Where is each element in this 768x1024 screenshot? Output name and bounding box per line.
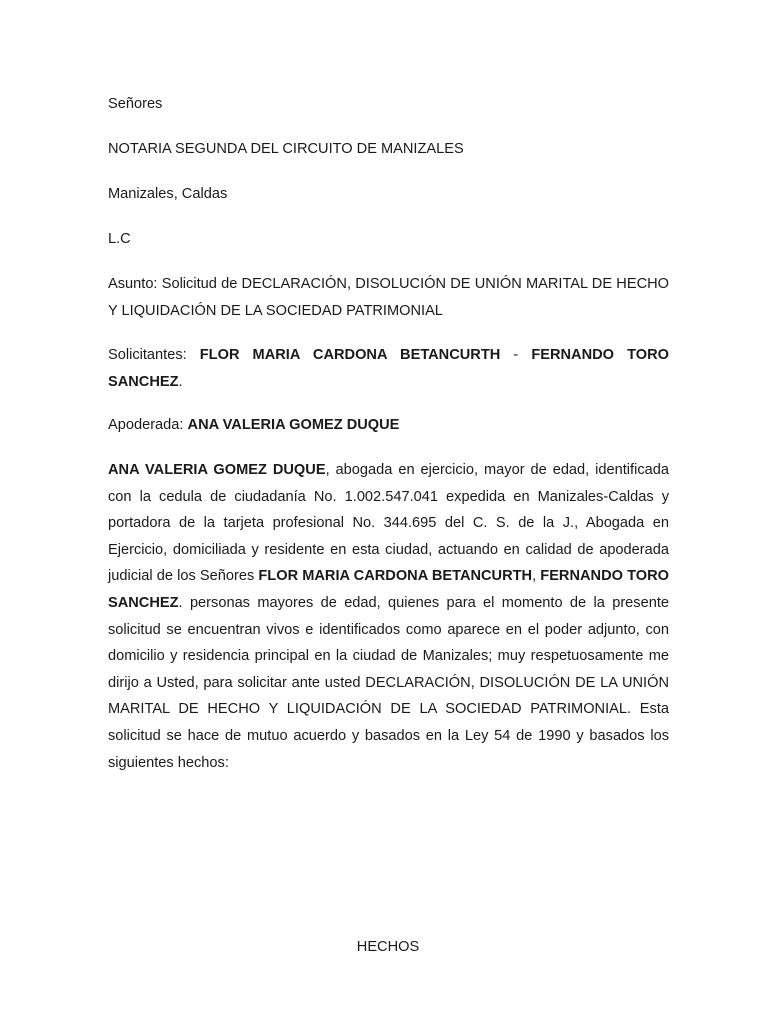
city: Manizales, Caldas xyxy=(108,186,228,202)
subject-text: Solicitud de DECLARACIÓN, DISOLUCIÓN DE UNIÓN MARITAL DE HECHO Y LIQUIDACIÓN DE LA SOCIEDAD PATRIMONIAL xyxy=(108,276,669,319)
attorney-label: Apoderada: xyxy=(108,417,188,434)
attorney-line xyxy=(108,412,669,439)
applicants-end: . xyxy=(178,373,183,390)
salutation: Señores xyxy=(108,96,163,112)
body-comma: , xyxy=(532,568,541,585)
body-attorney-name: ANA VALERIA GOMEZ DUQUE xyxy=(108,461,326,478)
applicant-name-1: FLOR MARIA CARDONA BETANCURTH xyxy=(199,347,501,364)
body-applicant-name-2: FERNANDO TORO SANCHEZ xyxy=(108,568,670,611)
applicants-line xyxy=(108,342,669,395)
subject-label: Asunto: xyxy=(108,276,158,292)
body-paragraph xyxy=(108,457,669,776)
applicant-name-2: FERNANDO TORO SANCHEZ xyxy=(108,347,669,390)
subject-line xyxy=(108,271,669,324)
body-text-2: . personas mayores de edad, quienes para el momento de la presente solicitud se encuentran vivos e identificados como aparece en el poder adjunto, con domicilio y residencia principal en la ciudad de Manizales; muy respetuosamente me dirijo a Usted, para solicitar ante usted DECLARACIÓN, DISOLUCIÓN DE LA UNIÓN MARITAL DE HECHO Y LIQUIDACIÓN DE LA SOCIEDAD PATRIMONIAL. Esta solicitud se hace de mutuo acuerdo y basados en la Ley 54 de 1990 y basados los siguientes hechos: xyxy=(108,594,669,771)
body-text-1: , abogada en ejercicio, mayor de edad, identificada con la cedula de ciudadanía No. 1.002.547.041 expedida en Manizales-Caldas y portadora de la tarjeta profesional No. 344.695 del C. S. de la J., Abogada en Ejercicio, domiciliada y residente en esta ciudad, actuando en calidad de apoderada judicial de los Señores xyxy=(108,461,669,585)
section-heading-hechos: HECHOS xyxy=(356,939,420,955)
applicants-label: Solicitantes: xyxy=(108,347,200,364)
attorney-name: ANA VALERIA GOMEZ DUQUE xyxy=(187,417,400,434)
lc-line: L.C xyxy=(108,231,131,247)
body-applicant-name-1: FLOR MARIA CARDONA BETANCURTH xyxy=(258,568,533,585)
letter-body xyxy=(108,94,669,776)
applicants-separator: - xyxy=(500,347,532,364)
recipient: NOTARIA SEGUNDA DEL CIRCUITO DE MANIZALES xyxy=(108,141,464,157)
